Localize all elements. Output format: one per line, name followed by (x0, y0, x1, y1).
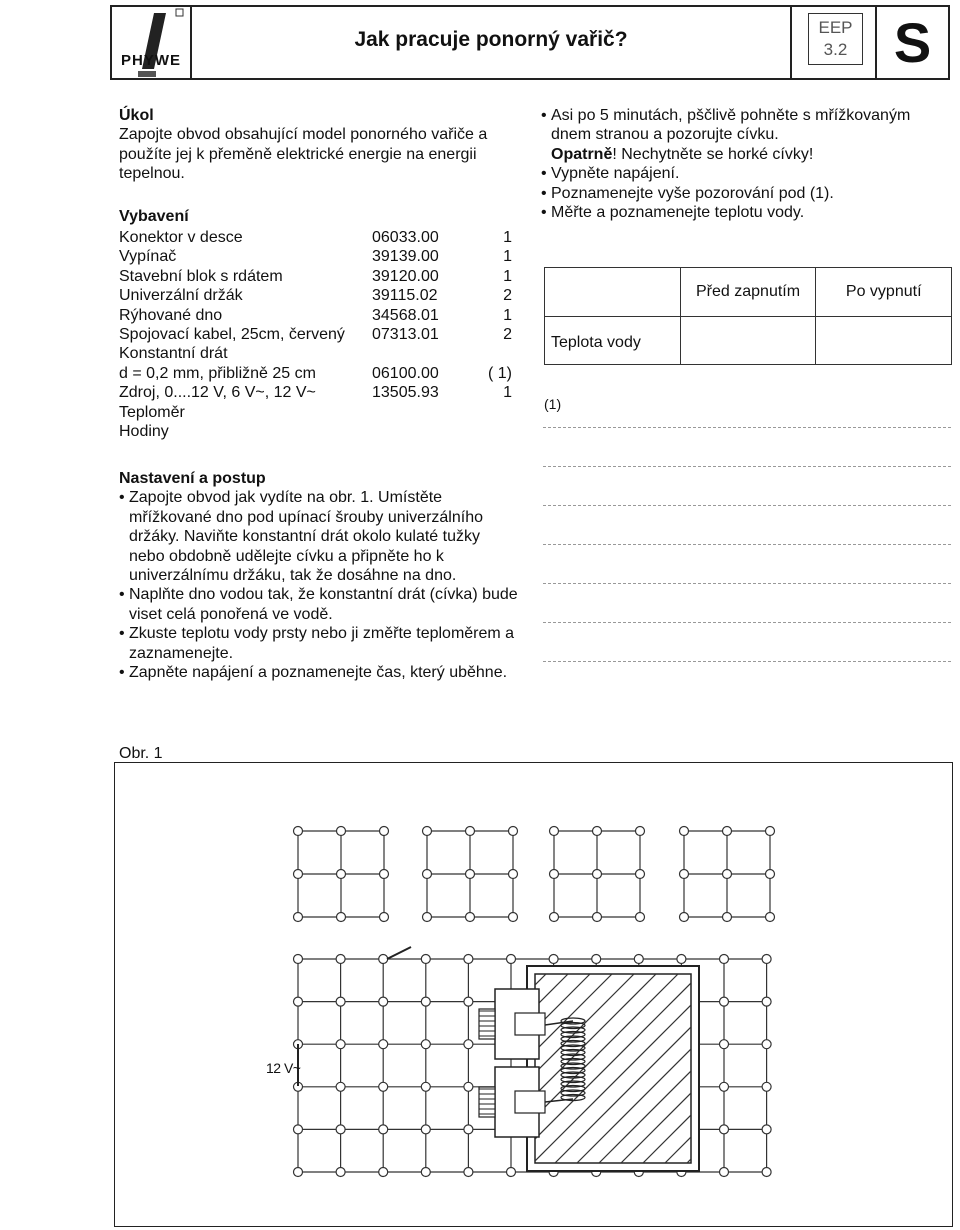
board-grid-node (379, 1168, 388, 1177)
equipment-name: Konstantní drát (119, 345, 228, 363)
board-grid-node (421, 955, 430, 964)
top-grid-b-node (466, 913, 475, 922)
answer-line[interactable] (543, 427, 951, 428)
top-grid-b-node (466, 827, 475, 836)
equipment-qty: 2 (503, 287, 512, 305)
right-step-4: • Měřte a poznamenejte teplotu vody. (541, 204, 805, 222)
board-grid-node (464, 1168, 473, 1177)
board-grid-node (294, 1125, 303, 1134)
hatch-line (709, 974, 898, 1163)
board-grid-node (464, 1125, 473, 1134)
equipment-name: Rýhované dno (119, 306, 223, 324)
top-grid-d-node (766, 913, 775, 922)
answer-line[interactable] (543, 466, 951, 467)
top-grid-c-node (636, 870, 645, 879)
equipment-row (119, 228, 519, 247)
top-grid-c-node (593, 870, 602, 879)
table-row-label: Teplota vody (545, 317, 681, 365)
board-grid-node (762, 1040, 771, 1049)
equipment-code: 06100.00 (372, 364, 439, 382)
top-grid-c-node (636, 913, 645, 922)
equipment-qty: 1 (503, 248, 512, 266)
top-grid-a-node (380, 870, 389, 879)
task-heading: Úkol (119, 107, 154, 124)
board-grid-node (379, 1082, 388, 1091)
task-section (119, 106, 519, 184)
equipment-code: 34568.01 (372, 306, 439, 324)
board-grid-node (720, 955, 729, 964)
switch-lever (387, 947, 411, 959)
board-grid-node (762, 955, 771, 964)
board-grid-node (336, 997, 345, 1006)
equipment-name: Univerzální držák (119, 287, 243, 305)
board-grid-node (379, 1040, 388, 1049)
equipment-row (119, 325, 519, 344)
board-grid-node (677, 955, 686, 964)
board-grid-node (507, 955, 516, 964)
circuit-diagram (115, 763, 951, 1225)
tray-inner (535, 974, 691, 1163)
code-line-1: EEP (818, 18, 853, 37)
board-grid-node (720, 1168, 729, 1177)
board-grid-node (294, 997, 303, 1006)
answer-line[interactable] (543, 622, 951, 623)
equipment-row (119, 403, 519, 422)
table-header-before: Před zapnutím (680, 268, 816, 317)
top-grid-a-node (337, 827, 346, 836)
board-grid-node (634, 955, 643, 964)
board-grid-node (549, 955, 558, 964)
board-grid-node (379, 997, 388, 1006)
procedure-step-3: • Zkuste teplotu vody prsty nebo ji změřte teploměrem a zaznamenejte. (119, 625, 515, 662)
board-grid-node (592, 955, 601, 964)
equipment-name: Spojovací kabel, 25cm, červený (119, 326, 345, 343)
board-grid-node (720, 1040, 729, 1049)
table-header-after: Po vypnutí (816, 268, 952, 317)
hatch-line (753, 974, 942, 1163)
equipment-name: Hodiny (119, 423, 169, 440)
top-grid-d-node (723, 827, 732, 836)
top-grid-a-node (337, 913, 346, 922)
equipment-row (119, 344, 519, 363)
board-grid-node (762, 1082, 771, 1091)
board-grid-node (762, 1168, 771, 1177)
figure-caption: Obr. 1 (119, 745, 163, 762)
right-step-3: • Poznamenejte vyše pozorování pod (1). (541, 184, 834, 202)
board-grid-node (421, 1082, 430, 1091)
answer-line[interactable] (543, 661, 951, 662)
page-title: Jak pracuje ponorný vařič? (354, 28, 628, 51)
board-grid-node (294, 1168, 303, 1177)
equipment-qty: 2 (503, 326, 512, 343)
top-grid-c-node (593, 827, 602, 836)
table-cell-before[interactable] (680, 317, 816, 365)
equipment-name: Vypínač (119, 248, 177, 266)
equipment-qty: 1 (503, 384, 512, 402)
top-grid-d-node (680, 870, 689, 879)
equipment-code: 39115.02 (372, 287, 438, 305)
logo-text: PHYWE (120, 52, 181, 69)
table-cell-after[interactable] (816, 317, 952, 365)
board-grid-node (507, 1168, 516, 1177)
top-grid-a-node (294, 913, 303, 922)
top-grid-a-node (380, 827, 389, 836)
holder-bottom-clamp (515, 1091, 545, 1113)
procedure-step-2: • Naplňte dno vodou tak, že konstantní drát (cívka) bude viset celá ponořená ve vodě. (119, 586, 518, 623)
equipment-qty: 1 (503, 229, 512, 246)
table-corner (545, 268, 681, 317)
top-grid-c-node (636, 827, 645, 836)
equipment-name: d = 0,2 mm, přibližně 25 cm (119, 364, 316, 382)
board-grid-node (720, 1082, 729, 1091)
top-grid-c-node (550, 870, 559, 879)
equipment-name: Konektor v desce (119, 229, 243, 246)
board-grid-node (762, 997, 771, 1006)
voltage-label: 12 V~ (266, 1060, 301, 1076)
board-grid-node (379, 1125, 388, 1134)
answer-line[interactable] (543, 544, 951, 545)
code-line-2: 3.2 (823, 40, 848, 59)
top-grid-d-node (680, 913, 689, 922)
holder-top-clamp (515, 1013, 545, 1035)
answer-line[interactable] (543, 583, 951, 584)
top-grid-a-node (380, 913, 389, 922)
equipment-code: 13505.93 (372, 384, 439, 402)
holder-bottom-knob (479, 1087, 495, 1117)
task-text: Zapojte obvod obsahující model ponorného vařiče a použíte jej k přeměně elektrické energie na energii tepelnou. (119, 126, 488, 183)
code-badge (808, 13, 863, 65)
equipment-row (119, 247, 519, 266)
board-grid-node (762, 1125, 771, 1134)
equipment-code: 06033.00 (372, 229, 439, 246)
board-grid-node (464, 997, 473, 1006)
board-grid-node (421, 997, 430, 1006)
equipment-code: 07313.01 (372, 326, 439, 343)
equipment-name: Stavební blok s rdátem (119, 267, 283, 285)
hatch-line (819, 974, 951, 1163)
equipment-row (119, 383, 519, 402)
board-grid-node (464, 1082, 473, 1091)
equipment-code: 39120.00 (372, 267, 439, 285)
equipment-heading: Vybavení (119, 208, 189, 225)
equipment-qty: 1 (503, 306, 512, 324)
answer-line[interactable] (543, 505, 951, 506)
top-grid-b-node (423, 870, 432, 879)
right-step-2: • Vypněte napájení. (541, 165, 680, 183)
hatch-line (797, 974, 951, 1163)
board-grid-node (336, 955, 345, 964)
top-grid-b-node (423, 827, 432, 836)
procedure-step-4: • Zapněte napájení a poznamenejte čas, který uběhne. (119, 664, 508, 682)
top-grid-b-node (509, 913, 518, 922)
right-steps (541, 106, 946, 222)
top-grid-c-node (593, 913, 602, 922)
right-step-1: • Asi po 5 minutách, pščlivě pohněte s mřížkovaným dnem stranou a pozorujte cívku. Opatrně! Nechytněte se horké cívky! (541, 107, 911, 163)
top-grid-d-node (723, 913, 732, 922)
hatch-line (841, 974, 951, 1163)
equipment-row (119, 364, 519, 383)
board-grid-node (336, 1125, 345, 1134)
student-letter: S (893, 11, 932, 74)
hatch-line (775, 974, 951, 1163)
top-grid-d-node (723, 870, 732, 879)
top-grid-a-node (337, 870, 346, 879)
top-grid-a-node (294, 827, 303, 836)
board-grid-node (421, 1168, 430, 1177)
holder-top-knob (479, 1009, 495, 1039)
warning-text: ! Nechytněte se horké cívky! (612, 145, 814, 163)
top-grid-a-node (294, 870, 303, 879)
hatch-line (863, 974, 951, 1163)
board-grid-node (464, 955, 473, 964)
top-grid-d-node (766, 827, 775, 836)
figure-frame (114, 762, 953, 1227)
top-grid-d-node (766, 870, 775, 879)
observation-label: (1) (544, 396, 562, 412)
equipment-code: 39139.00 (372, 248, 439, 266)
board-grid-node (336, 1040, 345, 1049)
results-table (544, 267, 952, 365)
board-grid-node (336, 1168, 345, 1177)
top-grid-b-node (466, 870, 475, 879)
equipment-name: Zdroj, 0....12 V, 6 V~, 12 V~ (119, 384, 316, 402)
hatch-line (731, 974, 920, 1163)
procedure-heading: Nastavení a postup (119, 470, 266, 487)
top-grid-d-node (680, 827, 689, 836)
hatch-line (885, 974, 951, 1163)
equipment-section (119, 207, 519, 447)
top-grid-c-node (550, 913, 559, 922)
top-grid-b-node (509, 827, 518, 836)
procedure-step-1: • Zapojte obvod jak vydíte na obr. 1. Umístěte mřížkované dno pod upínací šrouby univerzálního držáky. Naviňte konstantní drát okolo kulaté tužky nebo obdobně udělejte cívku a připněte ho k univerzálnímu držáku, tak že dosáhne na dno. (119, 489, 483, 585)
board-grid-node (464, 1040, 473, 1049)
board-grid-node (421, 1125, 430, 1134)
equipment-row (119, 306, 519, 325)
hatch-line (687, 974, 876, 1163)
equipment-row (119, 422, 519, 441)
board-grid-node (294, 955, 303, 964)
equipment-row (119, 286, 519, 305)
top-grid-b-node (423, 913, 432, 922)
equipment-qty: 1 (503, 267, 512, 285)
equipment-name: Teploměr (119, 403, 185, 421)
top-grid-b-node (509, 870, 518, 879)
equipment-row (119, 267, 519, 286)
equipment-qty: ( 1) (488, 364, 512, 382)
procedure-section (119, 469, 519, 682)
board-grid-node (421, 1040, 430, 1049)
board-grid-node (379, 955, 388, 964)
top-grid-c-node (550, 827, 559, 836)
board-grid-node (720, 997, 729, 1006)
board-grid-node (336, 1082, 345, 1091)
warning-bold: Opatrně (551, 145, 613, 163)
board-grid-node (720, 1125, 729, 1134)
